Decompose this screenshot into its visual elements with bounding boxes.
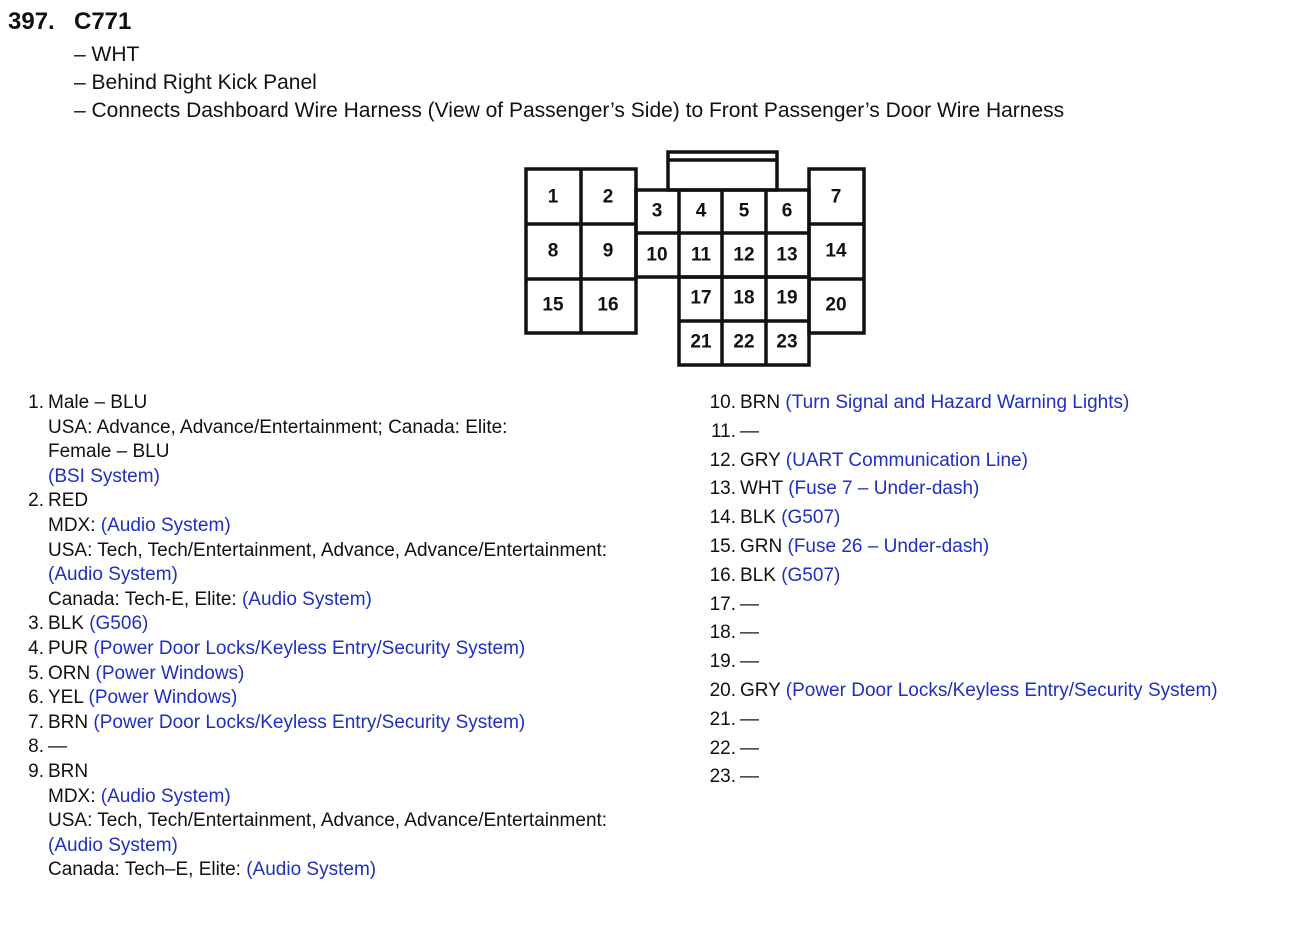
pin-entry-line [740, 735, 1218, 764]
wire-description: GRY [740, 449, 786, 471]
pin-entry-number: 2. [28, 490, 44, 512]
wire-description: GRY [740, 679, 786, 701]
pin-entry-number: 23. [709, 766, 736, 788]
pin-entry-line [48, 588, 607, 613]
pin-entry [700, 648, 1218, 677]
circuit-reference-link[interactable]: (Audio System) [100, 514, 231, 536]
pin-12: 12 [733, 244, 755, 266]
pin-entry-number: 9. [28, 760, 44, 782]
pin-11: 11 [690, 244, 712, 266]
pin-entry-line [740, 504, 1218, 533]
pin-entry [700, 763, 1218, 792]
wire-description: ORN [48, 662, 96, 684]
pin-list-left [8, 391, 607, 883]
wire-description: USA: Tech, Tech/Entertainment, Advance, Advance/Entertainment: [48, 539, 608, 561]
pin-4: 4 [695, 200, 707, 222]
pin-entry-number: 5. [28, 662, 44, 684]
circuit-reference-link[interactable]: (G506) [89, 613, 149, 635]
pin-8: 8 [547, 240, 559, 262]
pin-entry-line [48, 686, 607, 711]
pin-7: 7 [830, 186, 842, 208]
wire-description: — [740, 622, 759, 644]
pin-entry-number: 16. [709, 564, 736, 586]
pin-entry-line [740, 677, 1218, 706]
pin-entry-number: 14. [709, 507, 736, 529]
pin-entry [700, 504, 1218, 533]
pin-22: 22 [733, 331, 755, 353]
pin-entry-number: 22. [709, 737, 736, 759]
pin-entry-line [48, 612, 607, 637]
pin-entry-number: 12. [709, 449, 736, 471]
pin-list-right [700, 389, 1218, 792]
connector-id: C771 [74, 8, 132, 35]
pin-entry-line [740, 418, 1218, 447]
pin-20: 20 [825, 294, 847, 316]
connector-number: 397. [8, 8, 55, 35]
pin-entry-number: 6. [28, 687, 44, 709]
pin-entry-line [740, 591, 1218, 620]
wire-description: USA: Tech, Tech/Entertainment, Advance, Advance/Entertainment: [48, 810, 608, 832]
wire-description: Canada: Tech–E, Elite: [48, 859, 247, 881]
wire-description: Male – BLU [48, 392, 148, 413]
wire-description: YEL [48, 687, 89, 709]
pin-entry [8, 662, 607, 687]
pin-entry-line [740, 475, 1218, 504]
pin-entry-line [48, 489, 607, 514]
wire-description: MDX: [48, 785, 101, 807]
pin-entry-number: 8. [28, 736, 44, 758]
pin-entry-line [48, 809, 607, 834]
circuit-reference-link[interactable]: (G507) [781, 507, 841, 529]
pin-entry [700, 591, 1218, 620]
pin-entry [700, 677, 1218, 706]
pin-14: 14 [825, 240, 847, 262]
pin-entry-number: 13. [709, 478, 736, 500]
pin-entry [700, 418, 1218, 447]
pin-entry [700, 706, 1218, 735]
pin-entry-line [740, 533, 1218, 562]
wire-description: — [740, 420, 759, 442]
wire-description: RED [48, 490, 89, 512]
pin-entry-number: 7. [28, 711, 44, 733]
pin-entry-line [48, 391, 607, 416]
wire-description: PUR [48, 637, 94, 659]
pin-entry [700, 475, 1218, 504]
connector-color: – WHT [74, 43, 140, 66]
circuit-reference-link[interactable]: (Audio System) [48, 564, 178, 586]
wire-description: Canada: Tech-E, Elite: [48, 588, 242, 610]
circuit-reference-link[interactable]: (Audio System) [246, 859, 377, 881]
pin-entry-line [48, 662, 607, 687]
circuit-reference-link[interactable]: (Audio System) [48, 834, 178, 856]
wire-description: — [740, 766, 759, 788]
wire-description: BLK [48, 613, 90, 635]
pin-2: 2 [602, 186, 614, 208]
pin-entry [700, 447, 1218, 476]
pin-9: 9 [602, 240, 614, 262]
pin-entry-number: 1. [28, 392, 44, 413]
wire-description: MDX: [48, 514, 101, 536]
wire-description: GRN [740, 535, 788, 557]
pin-10: 10 [646, 244, 668, 266]
wire-description: USA: Advance, Advance/Entertainment; Canada: Elite: [48, 416, 508, 438]
pin-entry-number: 19. [709, 651, 736, 673]
circuit-reference-link[interactable]: (Turn Signal and Hazard Warning Lights) [785, 392, 1130, 413]
circuit-reference-link[interactable]: (UART Communication Line) [785, 449, 1028, 471]
pin-15: 15 [542, 294, 564, 316]
pin-entry-line [48, 514, 607, 539]
circuit-reference-link[interactable]: (Fuse 7 – Under-dash) [788, 478, 980, 500]
pin-entry-number: 15. [709, 535, 736, 557]
pin-entry-line [48, 785, 607, 810]
wire-description: BLK [740, 564, 782, 586]
wire-description: — [740, 737, 759, 759]
pin-entry [700, 533, 1218, 562]
pin-18: 18 [733, 287, 755, 309]
pin-entry-number: 17. [709, 593, 736, 615]
pin-entry-line [48, 834, 607, 859]
pin-entry-line [740, 619, 1218, 648]
wire-description: — [740, 708, 759, 730]
pin-entry-line [48, 440, 607, 465]
pin-21: 21 [690, 331, 712, 353]
connector-location: – Behind Right Kick Panel [74, 71, 317, 94]
pin-entry-number: 4. [28, 637, 44, 659]
pin-entry-number: 18. [709, 622, 736, 644]
wire-description: BRN [48, 711, 94, 733]
connector-description: – Connects Dashboard Wire Harness (View of Passenger’s Side) to Front Passenger’s Door Wire Harness [74, 99, 1065, 122]
wire-description: — [740, 651, 759, 673]
pin-labels [542, 187, 847, 353]
circuit-reference-link[interactable]: (Audio System) [241, 588, 372, 610]
pin-entry-line [48, 711, 607, 736]
pin-entry-line [48, 416, 607, 441]
pin-entry-line [48, 858, 607, 883]
pin-17: 17 [690, 287, 712, 309]
circuit-reference-link[interactable]: (BSI System) [48, 465, 160, 487]
pin-entry [700, 735, 1218, 764]
pin-entry-line [48, 465, 607, 490]
pin-entry-number: 10. [709, 392, 736, 413]
pin-entry [8, 760, 607, 883]
circuit-reference-link[interactable]: (Power Windows) [95, 662, 245, 684]
wire-description: — [740, 593, 759, 615]
pin-entry [8, 735, 607, 760]
pin-entry-number: 11. [710, 420, 736, 442]
pin-entry-number: 21. [709, 708, 736, 730]
wire-description: Female – BLU [48, 441, 170, 463]
pin-entry-line [740, 389, 1218, 418]
circuit-reference-link[interactable]: (Power Door Locks/Keyless Entry/Security System) [93, 711, 526, 733]
pin-13: 13 [776, 244, 798, 266]
pin-1: 1 [547, 186, 559, 208]
circuit-reference-link[interactable]: (Power Door Locks/Keyless Entry/Security System) [93, 637, 526, 659]
pin-entry-line [740, 447, 1218, 476]
pin-entry-line [48, 760, 607, 785]
pin-entry-line [48, 735, 607, 760]
wire-description: BRN [740, 392, 786, 413]
pin-3: 3 [651, 200, 663, 222]
circuit-reference-link[interactable]: (Audio System) [100, 785, 231, 807]
wire-description: BRN [48, 760, 89, 782]
wire-description: WHT [740, 478, 789, 500]
pin-entry-line [740, 562, 1218, 591]
pin-entry-line [48, 637, 607, 662]
pin-entry-line [740, 706, 1218, 735]
pin-entry-line [48, 539, 607, 564]
pin-entry-line [740, 648, 1218, 677]
pin-entry [8, 637, 607, 662]
pin-entry-number: 3. [28, 613, 44, 635]
pin-entry [700, 389, 1218, 418]
wire-description: — [48, 736, 67, 758]
pin-5: 5 [738, 200, 750, 222]
pin-entry [8, 391, 607, 489]
circuit-reference-link[interactable]: (G507) [781, 564, 841, 586]
pin-entry-line [740, 763, 1218, 792]
pin-entry [8, 686, 607, 711]
pin-23: 23 [776, 331, 798, 353]
pin-entry [700, 562, 1218, 591]
pin-entry [700, 619, 1218, 648]
pin-entry-line [48, 563, 607, 588]
wire-description: BLK [740, 507, 782, 529]
pin-19: 19 [776, 287, 798, 309]
pin-entry-number: 20. [709, 679, 736, 701]
circuit-reference-link[interactable]: (Power Door Locks/Keyless Entry/Security System) [785, 679, 1218, 701]
circuit-reference-link[interactable]: (Fuse 26 – Under-dash) [787, 535, 990, 557]
pin-entry [8, 612, 607, 637]
circuit-reference-link[interactable]: (Power Windows) [88, 687, 238, 709]
pin-entry [8, 711, 607, 736]
pin-entry [8, 489, 607, 612]
pin-16: 16 [597, 294, 619, 316]
pin-6: 6 [781, 200, 793, 222]
